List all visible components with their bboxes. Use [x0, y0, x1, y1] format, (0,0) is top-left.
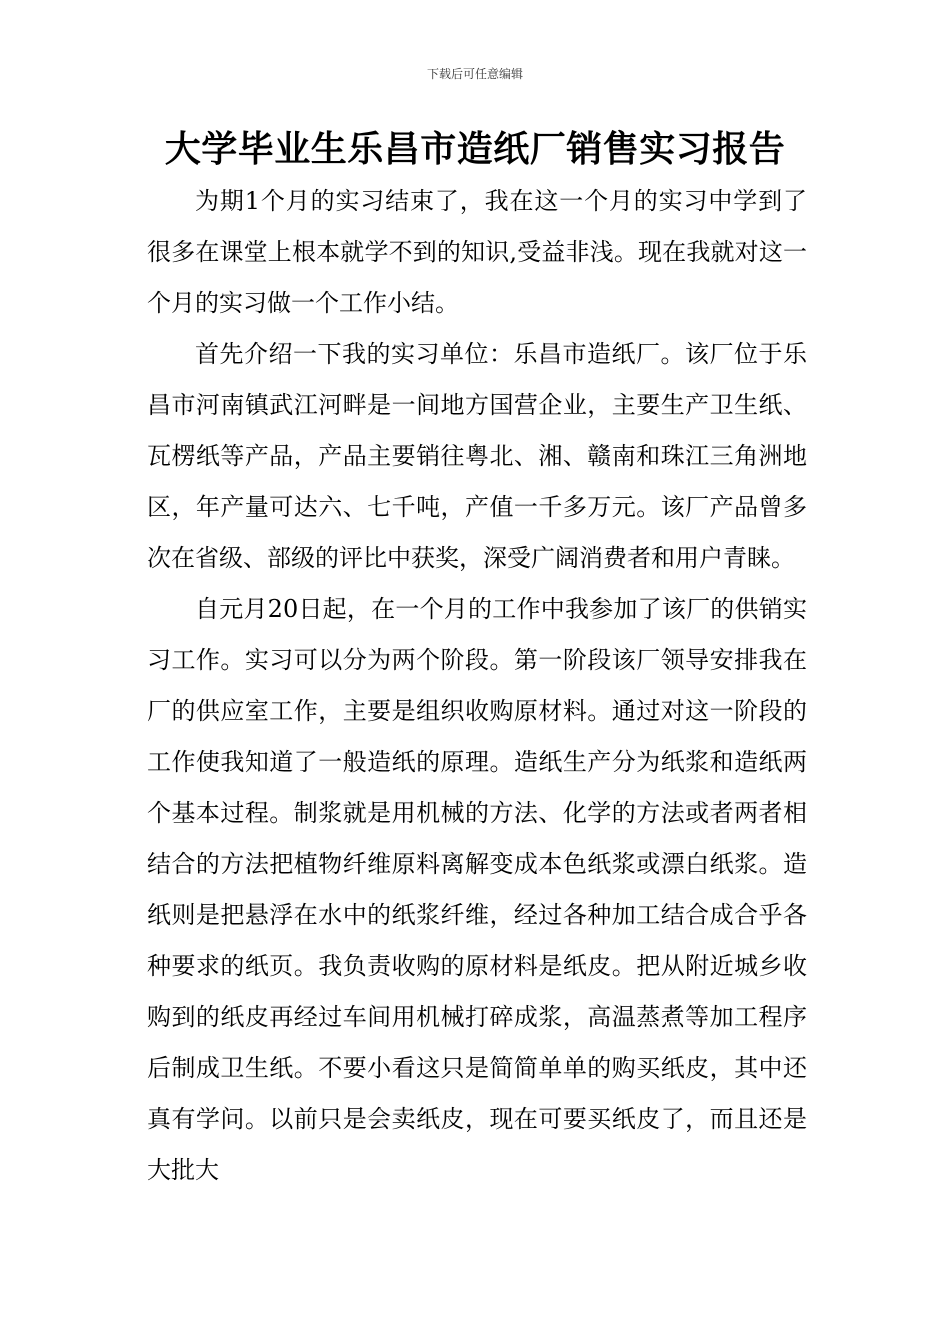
document-title: 大学毕业生乐昌市造纸厂销售实习报告	[164, 129, 786, 170]
document-body	[147, 176, 807, 1196]
paragraph-intro: 为期1个月的实习结束了，我在这一个月的实习中学到了很多在课堂上根本就学不到的知识,受益非浅。现在我就对这一个月的实习做一个工作小结。	[147, 187, 807, 317]
paragraph-work: 自元月20日起，在一个月的工作中我参加了该厂的供销实习工作。实习可以分为两个阶段。第一阶段该厂领导安排我在厂的供应室工作，主要是组织收购原材料。通过对这一阶段的工作使我知道了一般造纸的原理。造纸生产分为纸浆和造纸两个基本过程。制浆就是用机械的方法、化学的方法或者两者相结合的方法把植物纤维原料离解变成本色纸浆或漂白纸浆。造纸则是把悬浮在水中的纸浆纤维，经过各种加工结合成合乎各种要求的纸页。我负责收购的原材料是纸皮。把从附近城乡收购到的纸皮再经过车间用机械打碎成浆，高温蒸煮等加工程序后制成卫生纸。不要小看这只是简简单单的购买纸皮，其中还真有学问。以前只是会卖纸皮，现在可要买纸皮了，而且还是大批大	[147, 595, 807, 1184]
paragraph-company: 首先介绍一下我的实习单位：乐昌市造纸厂。该厂位于乐昌市河南镇武江河畔是一间地方国营企业，主要生产卫生纸、瓦楞纸等产品，产品主要销往粤北、湘、赣南和珠江三角洲地区，年产量可达六、七千吨，产值一千多万元。该厂产品曾多次在省级、部级的评比中获奖，深受广阔消费者和用户青睐。	[147, 340, 807, 572]
header-note: 下载后可任意编辑	[426, 67, 523, 81]
